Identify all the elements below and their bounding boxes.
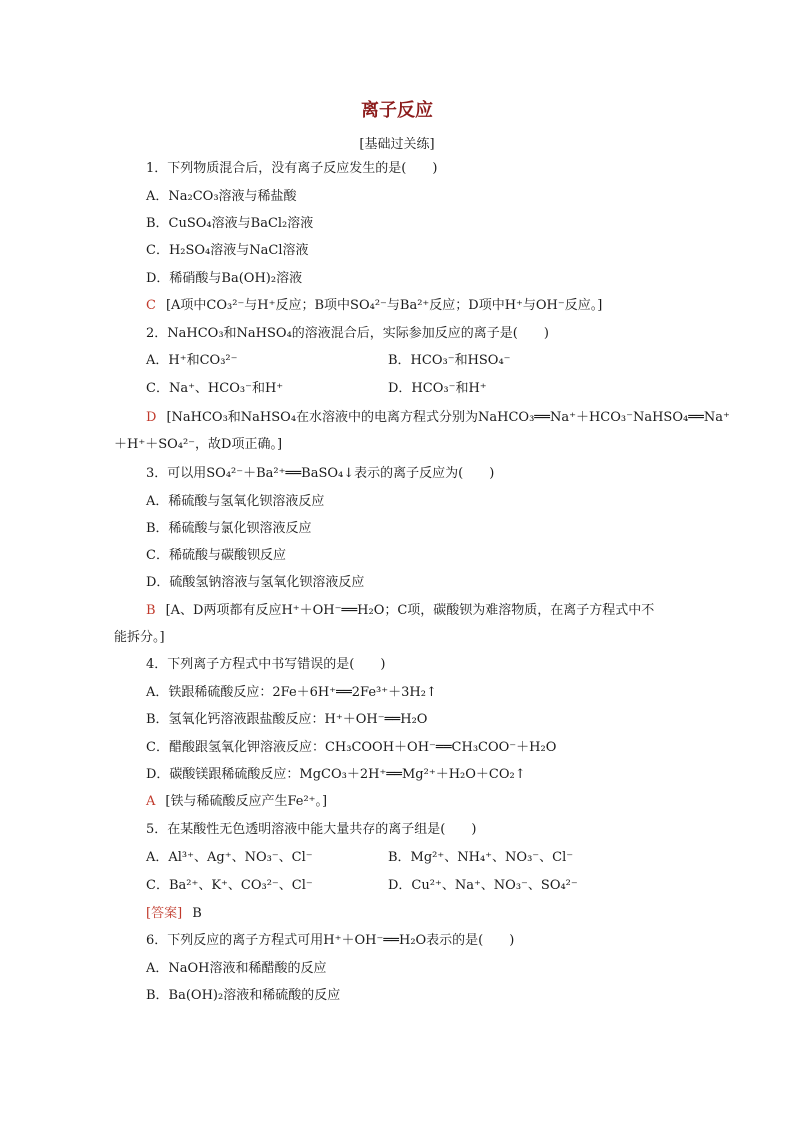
page-title: 离子反应	[361, 100, 433, 121]
q3-answer	[146, 602, 654, 620]
q4-explanation: [铁与稀硫酸反应产生Fe²⁺。]	[165, 794, 328, 809]
q5-option-d: D．Cu²⁺、Na⁺、NO₃⁻、SO₄²⁻	[388, 878, 578, 893]
q4-answer	[146, 793, 327, 811]
q3-explanation-line2: 能拆分。]	[114, 630, 165, 645]
q2-option-c: C．Na⁺、HCO₃⁻和H⁺	[146, 381, 284, 396]
q3-answer-letter: B	[146, 603, 156, 618]
q3-option-a: A．稀硫酸与氢氧化钡溶液反应	[146, 494, 325, 509]
q5-option-b: B．Mg²⁺、NH₄⁺、NO₃⁻、Cl⁻	[388, 850, 574, 865]
q2-answer-letter: D	[146, 410, 157, 425]
q4-option-a: A．铁跟稀硫酸反应：2Fe＋6H⁺══2Fe³⁺＋3H₂↑	[146, 685, 437, 700]
section-label: [基础过关练]	[359, 137, 435, 152]
q2-answer	[146, 409, 730, 427]
q4-option-b: B．氢氧化钙溶液跟盐酸反应：H⁺＋OH⁻══H₂O	[146, 712, 428, 727]
q6-option-b: B．Ba(OH)₂溶液和稀硫酸的反应	[146, 988, 341, 1003]
q1-answer-letter: C	[146, 298, 156, 313]
q3-stem: 3．可以用SO₄²⁻＋Ba²⁺══BaSO₄↓表示的离子反应为( )	[146, 466, 495, 481]
q3-option-b: B．稀硫酸与氯化钡溶液反应	[146, 521, 312, 536]
q1-option-a: A．Na₂CO₃溶液与稀盐酸	[146, 189, 297, 204]
q1-explanation: [A项中CO₃²⁻与H⁺反应；B项中SO₄²⁻与Ba²⁺反应；D项中H⁺与OH⁻反应。]	[165, 298, 603, 313]
q4-option-c: C．醋酸跟氢氧化钾溶液反应：CH₃COOH＋OH⁻══CH₃COO⁻＋H₂O	[146, 740, 557, 755]
q6-option-a: A．NaOH溶液和稀醋酸的反应	[146, 961, 327, 976]
q2-explanation-line1: [NaHCO₃和NaHSO₄在水溶液中的电离方程式分别为NaHCO₃══Na⁺＋HCO₃⁻NaHSO₄══Na⁺	[166, 410, 730, 425]
q2-option-d: D．HCO₃⁻和H⁺	[388, 381, 487, 396]
q1-option-b: B．CuSO₄溶液与BaCl₂溶液	[146, 216, 314, 231]
q4-option-d: D．碳酸镁跟稀硫酸反应：MgCO₃＋2H⁺══Mg²⁺＋H₂O＋CO₂↑	[146, 767, 526, 782]
q2-option-a: A．H⁺和CO₃²⁻	[146, 353, 238, 368]
q5-stem: 5．在某酸性无色透明溶液中能大量共存的离子组是( )	[146, 822, 477, 837]
q3-option-d: D．硫酸氢钠溶液与氢氧化钡溶液反应	[146, 575, 365, 590]
q3-option-c: C．稀硫酸与碳酸钡反应	[146, 548, 286, 563]
q2-stem: 2．NaHCO₃和NaHSO₄的溶液混合后，实际参加反应的离子是( )	[146, 326, 549, 341]
q4-answer-letter: A	[146, 794, 156, 809]
q5-option-c: C．Ba²⁺、K⁺、CO₃²⁻、Cl⁻	[146, 878, 313, 893]
q1-stem: 1．下列物质混合后，没有离子反应发生的是( )	[146, 161, 438, 176]
q1-option-c: C．H₂SO₄溶液与NaCl溶液	[146, 243, 309, 258]
q5-answer	[146, 905, 202, 923]
q4-stem: 4．下列离子方程式中书写错误的是( )	[146, 657, 386, 672]
q5-answer-tag: [答案]	[146, 906, 183, 921]
q6-stem: 6．下列反应的离子方程式可用H⁺＋OH⁻══H₂O表示的是( )	[146, 933, 515, 948]
q3-explanation-line1: [A、D两项都有反应H⁺＋OH⁻══H₂O；C项，碳酸钡为难溶物质，在离子方程式中不	[165, 603, 655, 618]
q1-answer	[146, 297, 602, 315]
q5-answer-letter: B	[192, 906, 202, 921]
q2-explanation-line2: ＋H⁺＋SO₄²⁻，故D项正确。]	[114, 437, 283, 452]
q1-option-d: D．稀硝酸与Ba(OH)₂溶液	[146, 271, 303, 286]
q2-option-b: B．HCO₃⁻和HSO₄⁻	[388, 353, 511, 368]
q5-option-a: A．Al³⁺、Ag⁺、NO₃⁻、Cl⁻	[146, 850, 313, 865]
